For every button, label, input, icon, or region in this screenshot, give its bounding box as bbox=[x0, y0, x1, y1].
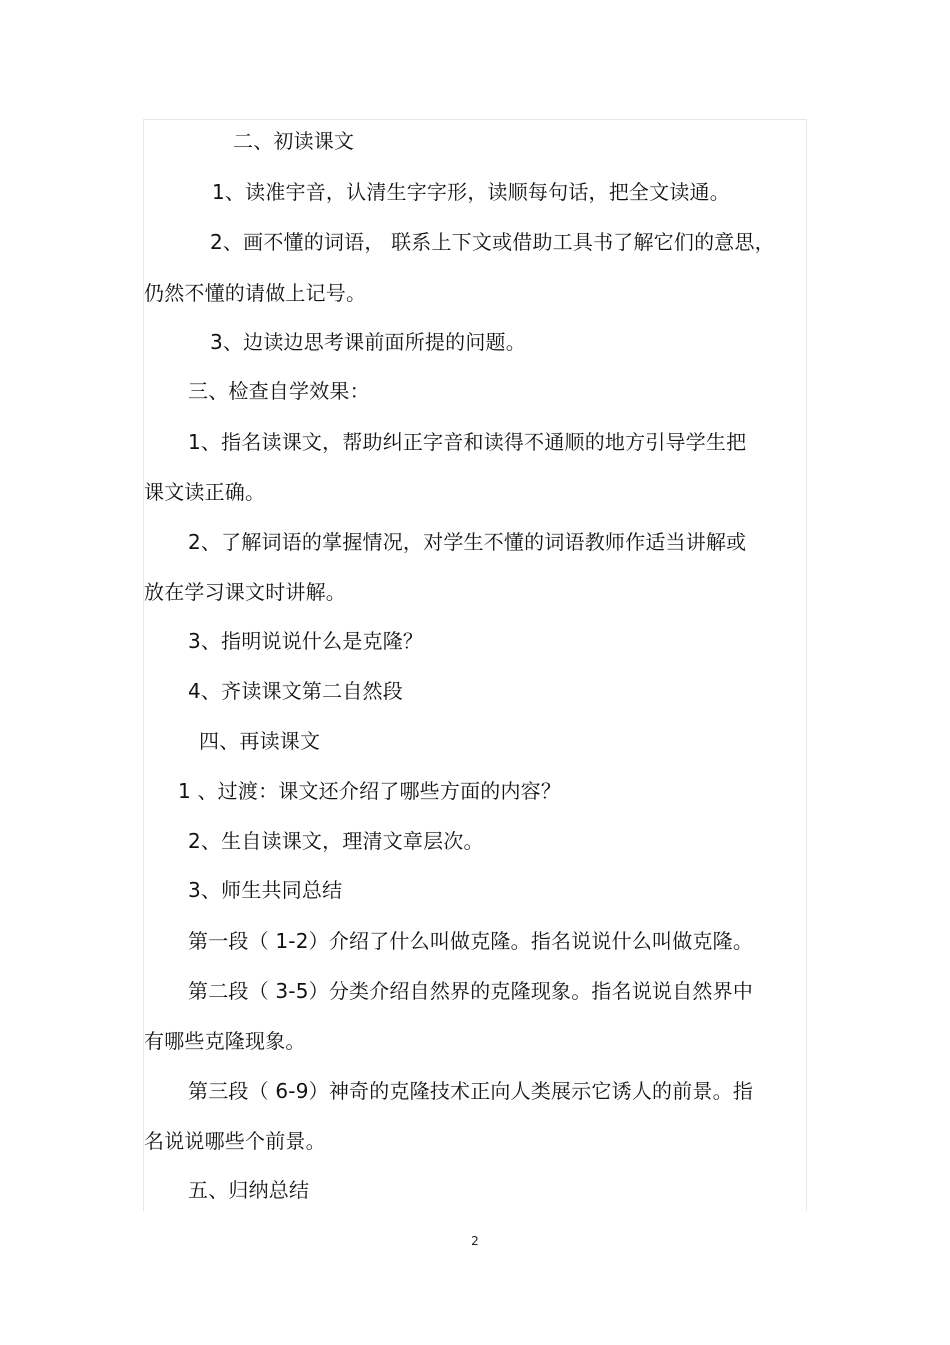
text-line: 仍然不懂的请做上记号。 bbox=[144, 281, 367, 305]
text-line: 3、指明说说什么是克隆？ bbox=[188, 629, 424, 653]
text-line: 2、生自读课文，理清文章层次。 bbox=[188, 829, 484, 853]
text-line: 课文读正确。 bbox=[144, 480, 266, 504]
section-heading-2: 二、初读课文 bbox=[233, 129, 355, 153]
text-line: 名说说哪些个前景。 bbox=[144, 1129, 326, 1153]
text-line: 第一段（ 1-2）介绍了什么叫做克隆。指名说说什么叫做克隆。 bbox=[188, 929, 754, 953]
section-heading-3: 三、检查自学效果： bbox=[188, 379, 370, 403]
text-line: 3、师生共同总结 bbox=[188, 878, 343, 902]
section-heading-4: 四、再读课文 bbox=[199, 729, 321, 753]
text-line: 第二段（ 3-5）分类介绍自然界的克隆现象。指名说说自然界中 bbox=[188, 979, 754, 1003]
text-line: 3、边读边思考课前面所提的问题。 bbox=[210, 330, 526, 354]
section-heading-5: 五、归纳总结 bbox=[188, 1178, 310, 1202]
text-line: 放在学习课文时讲解。 bbox=[144, 580, 346, 604]
text-line: 1、指名读课文，帮助纠正字音和读得不通顺的地方引导学生把 bbox=[188, 430, 747, 454]
text-line: 2、画不懂的词语， 联系上下文或借助工具书了解它们的意思， bbox=[210, 230, 775, 254]
text-line: 1 、过渡：课文还介绍了哪些方面的内容？ bbox=[178, 779, 562, 803]
page-number: 2 bbox=[471, 1234, 479, 1248]
text-line: 1、读准宇音，认清生字字形，读顺每句话，把全文读通。 bbox=[212, 180, 730, 204]
text-line: 4、齐读课文第二自然段 bbox=[188, 679, 403, 703]
text-line: 2、了解词语的掌握情况，对学生不懂的词语教师作适当讲解或 bbox=[188, 530, 747, 554]
text-line: 有哪些克隆现象。 bbox=[144, 1029, 306, 1053]
text-line: 第三段（ 6-9）神奇的克隆技术正向人类展示它诱人的前景。指 bbox=[188, 1079, 754, 1103]
